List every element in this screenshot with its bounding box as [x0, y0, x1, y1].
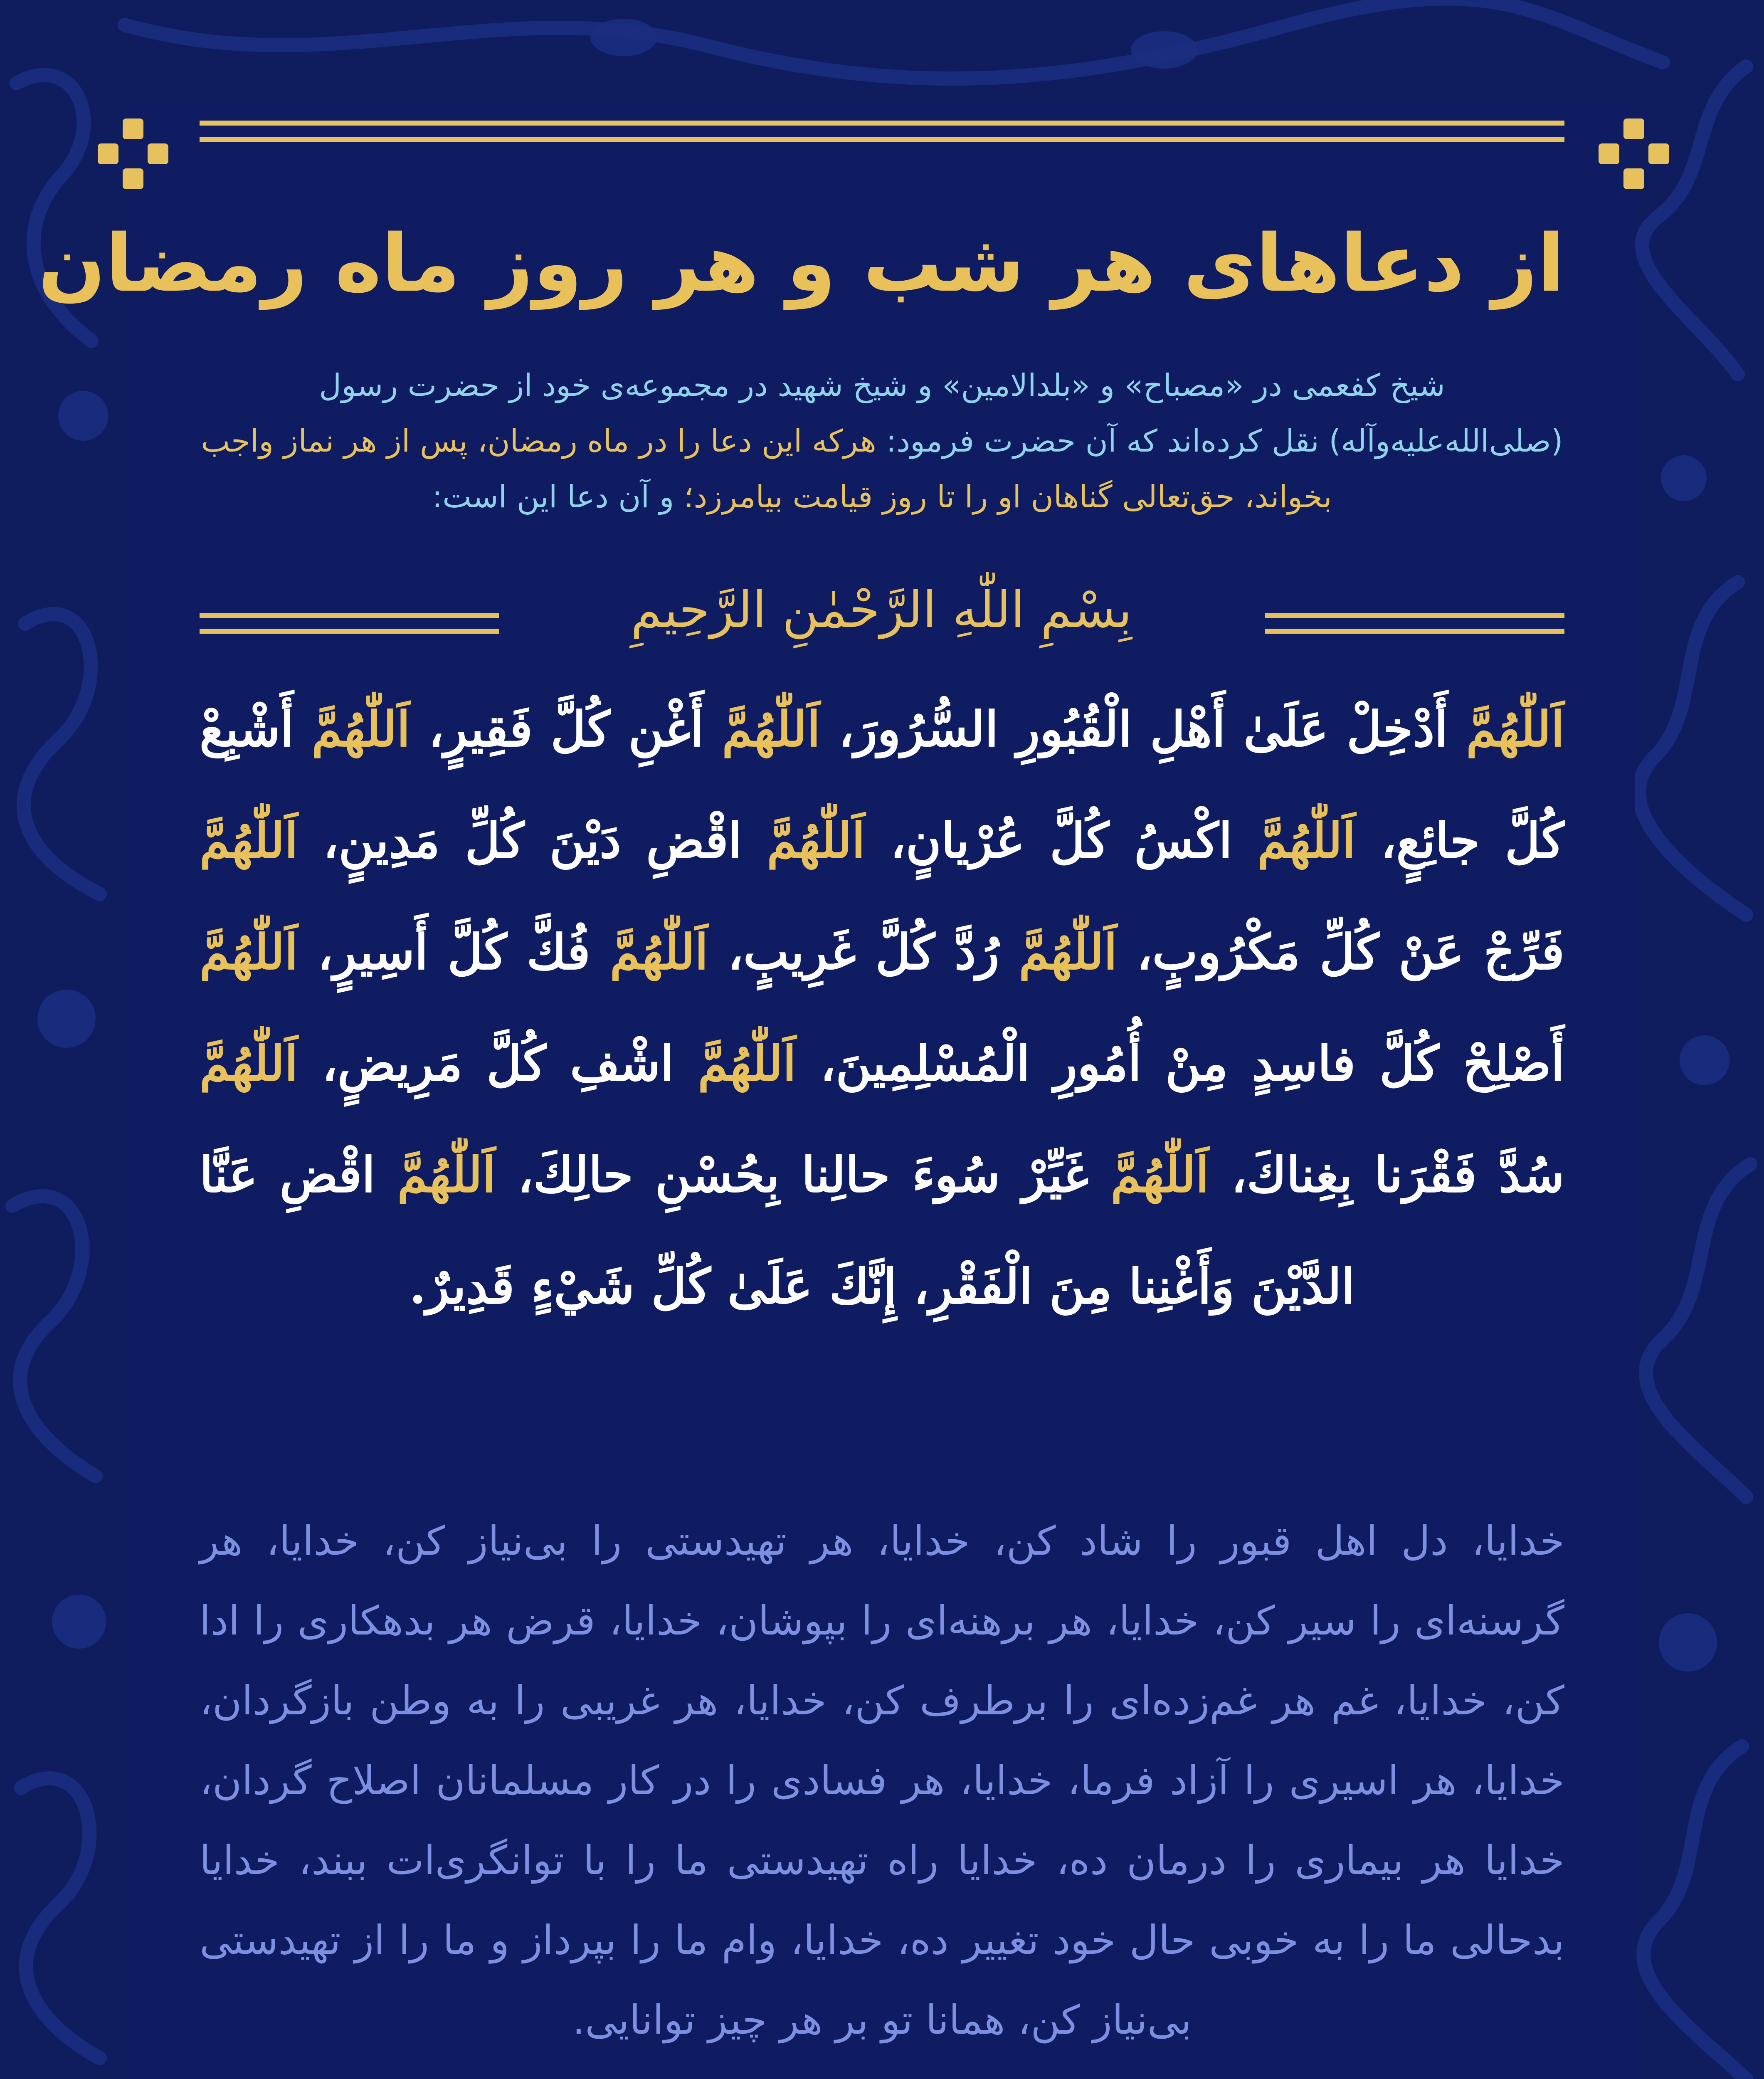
dua-phrase: فَرِّجْ عَنْ كُلِّ مَكْرُوبٍ،: [1117, 924, 1564, 980]
dua-allahumma: اَللّٰهُمَّ: [698, 1035, 797, 1092]
dua-arabic-text: [200, 674, 1564, 1342]
dua-allahumma: اَللّٰهُمَّ: [311, 701, 410, 758]
dua-phrase: أَصْلِحْ كُلَّ فاسِدٍ مِنْ أُمُورِ الْمُسْلِمِينَ،: [796, 1035, 1565, 1092]
persian-translation: خدایا، دل اهل قبور را شاد کن، خدایا، هر تهیدستی را بی‌نیاز کن، خدایا، هر گرسنه‌ای را سیر کن، خدایا، هر برهنه‌ای را بپوشان، خدایا، قرض هر بدهکاری را ادا کن، خدایا، غم هر غم‌زده‌ای را برطرف کن، خدایا، هر غریبی را به وطن بازگردان، خدایا، هر اسیری را آزاد فرما، خدایا، هر فسادی را در کار مسلمانان اصلاح گردان، خدایا هر بیماری را درمان ده، خدایا راه تهیدستی ما را با توانگری‌ات ببند، خدایا بدحالی ما را به خوبی حال خود تغییر ده، خدایا، وام ما را بپرداز و ما را از تهیدستی بی‌نیاز کن، همانا تو بر هر چیز توانایی.: [200, 1518, 1564, 2043]
basmala-right-line-2: [1265, 629, 1564, 634]
dua-allahumma: اَللّٰهُمَّ: [1257, 812, 1356, 869]
basmala-right-line-1: [1265, 613, 1564, 618]
dua-phrase: أَغْنِ كُلَّ فَقِيرٍ،: [410, 701, 722, 758]
dua-allahumma: اَللّٰهُمَّ: [1110, 1147, 1209, 1203]
intro-text-part-2: هرکه این دعا را در ماه رمضان، پس از هر نماز واجب بخواند، حق‌تعالی گناهان او را تا روز قیامت بیامرزد؛: [201, 423, 1332, 515]
dua-phrase: اقْضِ عَنَّا الدَّيْنَ وَأَغْنِنا مِنَ الْفَقْرِ، إِنَّكَ عَلَىٰ كُلِّ شَيْءٍ قَدِيرٌ.: [200, 1147, 1355, 1315]
dua-allahumma: اَللّٰهُمَّ: [722, 701, 821, 758]
intro-text-part-1: شیخ کفعمی در «مصباح» و «بلدالامین» و شیخ شهید در مجموعه‌ی خود از حضرت رسول (صلی‌الله‌علیه‌وآله) نقل کرده‌اند که آن حضرت فرمود:: [319, 368, 1563, 459]
top-divider-line-2: [200, 137, 1564, 142]
intro-paragraph: [200, 358, 1564, 525]
dua-phrase: اشْفِ كُلَّ مَرِيضٍ،: [298, 1035, 698, 1092]
dua-phrase: غَيِّرْ سُوءَ حالِنا بِحُسْنِ حالِكَ،: [496, 1147, 1111, 1203]
dua-phrase: فُكَّ كُلَّ أَسِيرٍ،: [298, 924, 610, 980]
basmala-left-line-1: [200, 613, 499, 618]
dua-allahumma: اَللّٰهُمَّ: [397, 1147, 496, 1203]
dua-allahumma: اَللّٰهُمَّ: [200, 1035, 298, 1092]
corner-ornament-icon: [96, 116, 170, 191]
dua-phrase: رُدَّ كُلَّ غَرِيبٍ،: [708, 924, 1019, 980]
dua-allahumma: اَللّٰهُمَّ: [200, 812, 298, 869]
dua-allahumma: اَللّٰهُمَّ: [767, 812, 866, 869]
dua-allahumma: اَللّٰهُمَّ: [1466, 701, 1564, 758]
basmala-left-line-2: [200, 629, 499, 634]
dua-phrase: أَشْبِعْ كُلَّ جائِعٍ،: [200, 701, 1564, 869]
basmala: بِسْمِ اللّٰهِ الرَّحْمٰنِ الرَّحِيمِ: [630, 581, 1132, 639]
dua-allahumma: اَللّٰهُمَّ: [1019, 924, 1118, 980]
dua-phrase: أَدْخِلْ عَلَىٰ أَهْلِ الْقُبُورِ السُّرُورَ،: [820, 701, 1466, 758]
dua-phrase: اقْضِ دَيْنَ كُلِّ مَدِينٍ،: [298, 812, 767, 869]
dua-allahumma: اَللّٰهُمَّ: [609, 924, 708, 980]
top-divider-line-1: [200, 121, 1564, 126]
dua-phrase: اكْسُ كُلَّ عُرْيانٍ،: [865, 812, 1258, 869]
dua-allahumma: اَللّٰهُمَّ: [200, 924, 298, 980]
dua-phrase: سُدَّ فَقْرَنا بِغِناكَ،: [1209, 1147, 1564, 1203]
intro-text-part-3: و آن دعا این است:: [432, 479, 684, 515]
corner-ornament-icon: [1596, 116, 1671, 191]
page-title: از دعاهای هر شب و هر روز ماه رمضان: [38, 217, 1564, 309]
